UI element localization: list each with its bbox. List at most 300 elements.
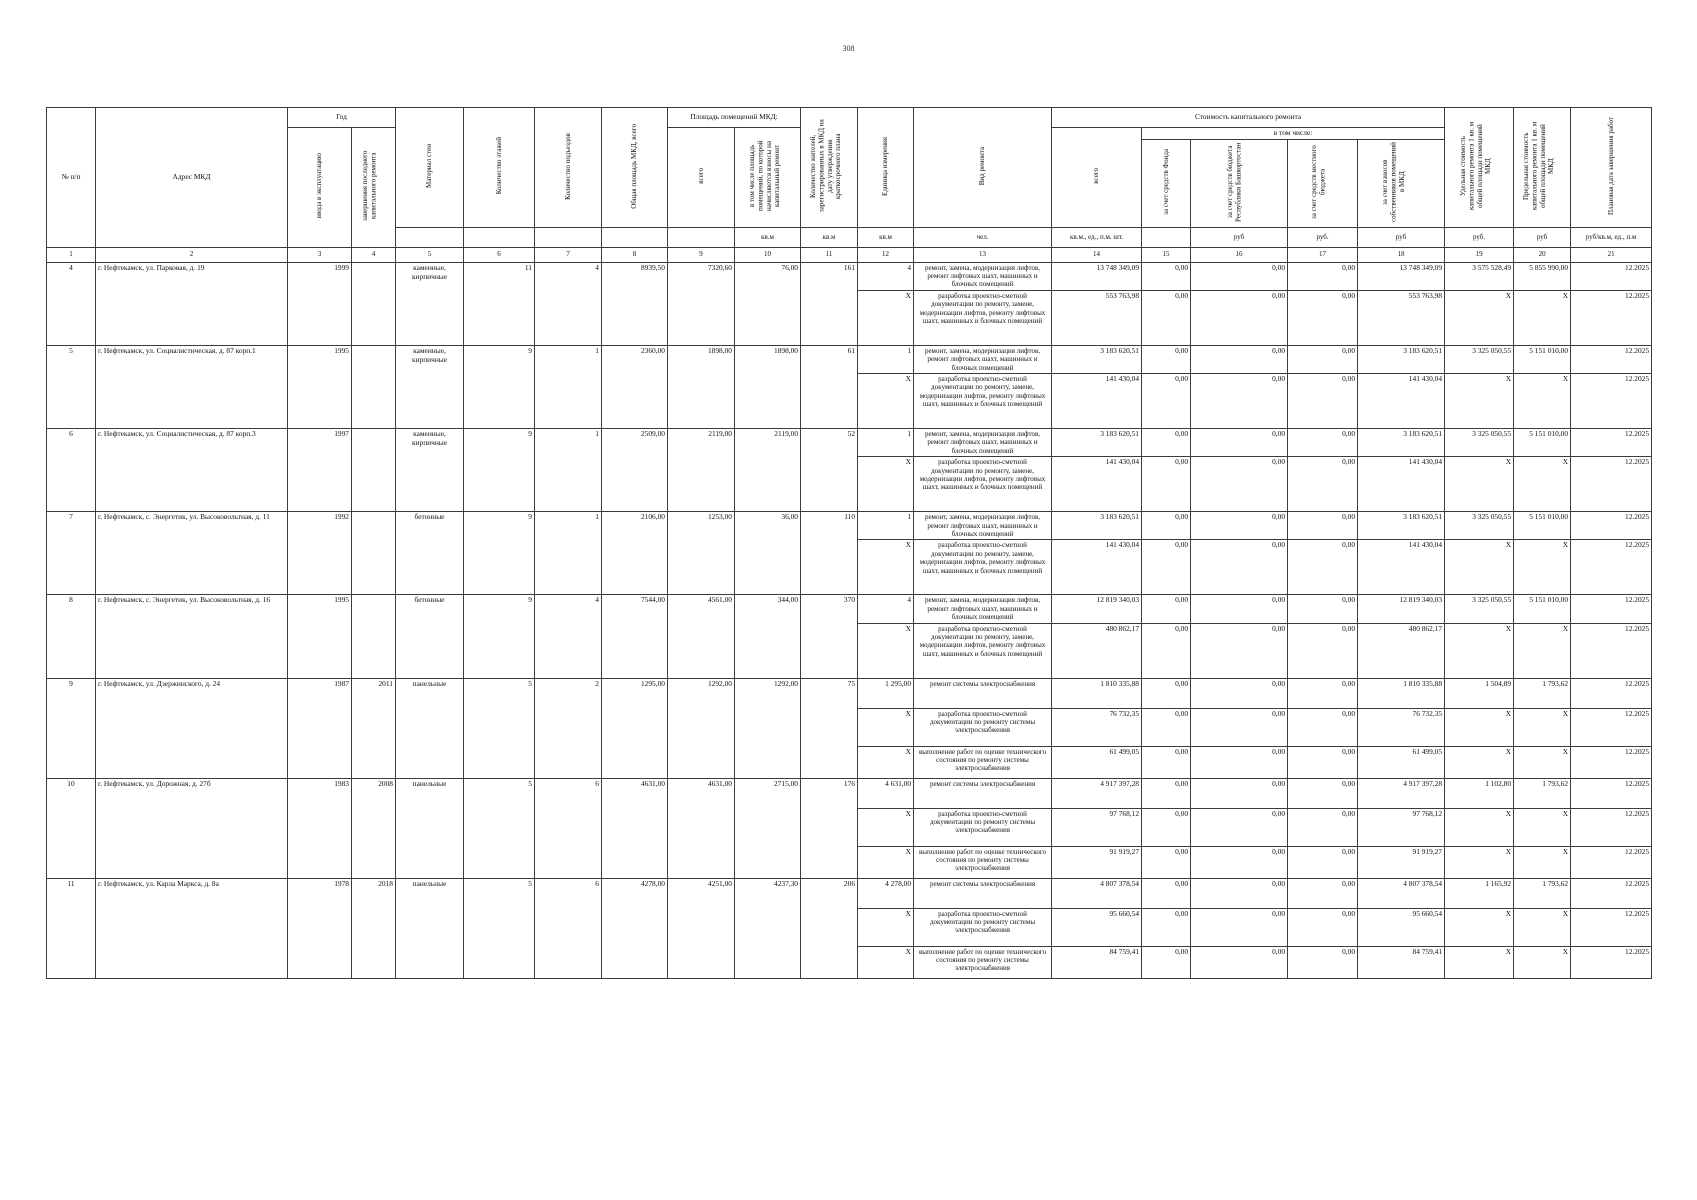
walls-cell: панельные bbox=[396, 778, 464, 878]
cost-total-cell: 1 810 335,88 bbox=[1052, 678, 1142, 708]
unit-cell: X bbox=[858, 623, 914, 678]
work-type-cell: ремонт системы электроснабжения bbox=[914, 778, 1052, 808]
cost-total-cell: 61 499,05 bbox=[1052, 746, 1142, 778]
limit-cost-cell: X bbox=[1514, 290, 1571, 345]
residents-cell: 75 bbox=[801, 678, 858, 778]
cost-owners-cell: 141 430,04 bbox=[1358, 457, 1445, 512]
cost-republic-cell: 0,00 bbox=[1191, 290, 1288, 345]
column-number: 13 bbox=[914, 247, 1052, 262]
cost-total-cell: 95 660,54 bbox=[1052, 908, 1142, 946]
cost-republic-cell: 0,00 bbox=[1191, 778, 1288, 808]
year-repaired-cell bbox=[352, 512, 396, 595]
address-cell: г. Нефтекамск, ул. Дзержинского, д. 24 bbox=[96, 678, 288, 778]
work-type-cell: выполнение работ по оценке технического состояния по ремонту системы электроснабжения bbox=[914, 746, 1052, 778]
header-incl: в том числе: bbox=[1142, 128, 1445, 140]
date-cell: 12.2025 bbox=[1571, 595, 1652, 623]
address-cell: г. Нефтекамск, с. Энергетик, ул. Высоковольтная, д. 16 bbox=[96, 595, 288, 678]
unit-area-all: кв.м bbox=[801, 227, 858, 247]
area-private-cell: 36,00 bbox=[735, 512, 801, 595]
unit-cell: 4 631,00 bbox=[858, 778, 914, 808]
table-row bbox=[47, 262, 1652, 290]
residents-cell: 52 bbox=[801, 429, 858, 512]
walls-cell: панельные bbox=[396, 678, 464, 778]
entrances-cell: 1 bbox=[535, 345, 602, 428]
work-type-cell: разработка проектно-сметной документации по ремонту, замене, модернизации лифтов, ремонту лифтовых шахт, машинных и блочных помещений bbox=[914, 623, 1052, 678]
header-area-private: в том числе площадь помещений, по которой начисляются взносы на капитальный ремонт bbox=[735, 128, 801, 228]
year-built-cell: 1978 bbox=[288, 878, 352, 978]
cost-local-cell: 0,00 bbox=[1288, 846, 1358, 878]
unit-cell: X bbox=[858, 540, 914, 595]
cost-total-cell: 4 807 378,54 bbox=[1052, 878, 1142, 908]
row-number: 5 bbox=[47, 345, 96, 428]
unit-rub-16: руб bbox=[1358, 227, 1445, 247]
limit-cost-cell: 5 855 990,00 bbox=[1514, 262, 1571, 290]
unit-cell: X bbox=[858, 746, 914, 778]
area-all-cell: 1292,00 bbox=[668, 678, 735, 778]
limit-cost-cell: 5 151 010,00 bbox=[1514, 512, 1571, 540]
limit-cost-cell: X bbox=[1514, 708, 1571, 746]
limit-cost-cell: X bbox=[1514, 946, 1571, 978]
unit-cell: X bbox=[858, 708, 914, 746]
date-cell: 12.2025 bbox=[1571, 623, 1652, 678]
cost-local-cell: 0,00 bbox=[1288, 808, 1358, 846]
cost-local-cell: 0,00 bbox=[1288, 345, 1358, 373]
column-number: 16 bbox=[1191, 247, 1288, 262]
cost-local-cell: 0,00 bbox=[1288, 623, 1358, 678]
date-cell: 12.2025 bbox=[1571, 808, 1652, 846]
cost-owners-cell: 3 183 620,51 bbox=[1358, 429, 1445, 457]
address-cell: г. Нефтекамск, ул. Социалистическая, д. 87 корп.3 bbox=[96, 429, 288, 512]
cost-republic-cell: 0,00 bbox=[1191, 846, 1288, 878]
work-type-cell: выполнение работ по оценке технического состояния по ремонту системы электроснабжения bbox=[914, 846, 1052, 878]
cost-republic-cell: 0,00 bbox=[1191, 746, 1288, 778]
address-cell: г. Нефтекамск, с. Энергетик, ул. Высоковольтная, д. 11 bbox=[96, 512, 288, 595]
specific-cost-cell: 3 325 050,55 bbox=[1445, 345, 1514, 373]
unit-rub-14: руб bbox=[1191, 227, 1288, 247]
residents-cell: 370 bbox=[801, 595, 858, 678]
specific-cost-cell: 3 325 050,55 bbox=[1445, 429, 1514, 457]
unit-cell: X bbox=[858, 946, 914, 978]
area-all-cell: 1898,00 bbox=[668, 345, 735, 428]
cost-owners-cell: 141 430,04 bbox=[1358, 540, 1445, 595]
unit-cell: X bbox=[858, 374, 914, 429]
specific-cost-cell: X bbox=[1445, 746, 1514, 778]
date-cell: 12.2025 bbox=[1571, 946, 1652, 978]
header-entrances: Количество подъездов bbox=[535, 108, 602, 228]
area-all-cell: 4631,00 bbox=[668, 778, 735, 878]
cost-local-cell: 0,00 bbox=[1288, 878, 1358, 908]
entrances-cell: 2 bbox=[535, 678, 602, 778]
table-row bbox=[47, 429, 1652, 457]
cost-republic-cell: 0,00 bbox=[1191, 540, 1288, 595]
work-type-cell: ремонт, замена, модернизация лифтов, ремонт лифтовых шахт, машинных и блочных помещений bbox=[914, 345, 1052, 373]
cost-fund-cell: 0,00 bbox=[1142, 846, 1191, 878]
cost-fund-cell: 0,00 bbox=[1142, 540, 1191, 595]
cost-local-cell: 0,00 bbox=[1288, 290, 1358, 345]
limit-cost-cell: X bbox=[1514, 374, 1571, 429]
cost-fund-cell: 0,00 bbox=[1142, 708, 1191, 746]
date-cell: 12.2025 bbox=[1571, 429, 1652, 457]
total-area-cell: 4631,00 bbox=[602, 778, 668, 878]
table-row bbox=[47, 778, 1652, 808]
date-cell: 12.2025 bbox=[1571, 540, 1652, 595]
cost-fund-cell: 0,00 bbox=[1142, 262, 1191, 290]
cost-owners-cell: 3 183 620,51 bbox=[1358, 512, 1445, 540]
cost-local-cell: 0,00 bbox=[1288, 374, 1358, 429]
date-cell: 12.2025 bbox=[1571, 512, 1652, 540]
floors-cell: 9 bbox=[464, 595, 535, 678]
row-number: 6 bbox=[47, 429, 96, 512]
unit-cell: X bbox=[858, 290, 914, 345]
column-number: 6 bbox=[464, 247, 535, 262]
date-cell: 12.2025 bbox=[1571, 708, 1652, 746]
specific-cost-cell: X bbox=[1445, 374, 1514, 429]
floors-cell: 5 bbox=[464, 778, 535, 878]
year-repaired-cell bbox=[352, 595, 396, 678]
cost-local-cell: 0,00 bbox=[1288, 678, 1358, 708]
residents-cell: 110 bbox=[801, 512, 858, 595]
cost-republic-cell: 0,00 bbox=[1191, 678, 1288, 708]
date-cell: 12.2025 bbox=[1571, 846, 1652, 878]
floors-cell: 5 bbox=[464, 678, 535, 778]
cost-total-cell: 141 430,04 bbox=[1052, 374, 1142, 429]
walls-cell: панельные bbox=[396, 878, 464, 978]
column-number: 11 bbox=[801, 247, 858, 262]
cost-owners-cell: 61 499,05 bbox=[1358, 746, 1445, 778]
limit-cost-cell: X bbox=[1514, 808, 1571, 846]
cost-owners-cell: 97 768,12 bbox=[1358, 808, 1445, 846]
floors-cell: 11 bbox=[464, 262, 535, 345]
header-republic: за счет средств бюджета Республики Башкортостан bbox=[1191, 139, 1288, 227]
cost-republic-cell: 0,00 bbox=[1191, 262, 1288, 290]
specific-cost-cell: X bbox=[1445, 808, 1514, 846]
year-repaired-cell bbox=[352, 262, 396, 345]
cost-fund-cell: 0,00 bbox=[1142, 374, 1191, 429]
cost-republic-cell: 0,00 bbox=[1191, 345, 1288, 373]
cost-fund-cell: 0,00 bbox=[1142, 746, 1191, 778]
date-cell: 12.2025 bbox=[1571, 457, 1652, 512]
cost-fund-cell: 0,00 bbox=[1142, 512, 1191, 540]
cost-local-cell: 0,00 bbox=[1288, 708, 1358, 746]
row-number: 10 bbox=[47, 778, 96, 878]
cost-owners-cell: 76 732,35 bbox=[1358, 708, 1445, 746]
unit-rub-17: руб. bbox=[1445, 227, 1514, 247]
cost-republic-cell: 0,00 bbox=[1191, 808, 1288, 846]
date-cell: 12.2025 bbox=[1571, 678, 1652, 708]
cost-republic-cell: 0,00 bbox=[1191, 595, 1288, 623]
limit-cost-cell: 5 151 010,00 bbox=[1514, 345, 1571, 373]
unit-cell: 4 278,00 bbox=[858, 878, 914, 908]
cost-owners-cell: 553 763,98 bbox=[1358, 290, 1445, 345]
area-private-cell: 1898,00 bbox=[735, 345, 801, 428]
work-type-cell: ремонт, замена, модернизация лифтов, ремонт лифтовых шахт, машинных и блочных помещений bbox=[914, 512, 1052, 540]
cost-owners-cell: 84 759,41 bbox=[1358, 946, 1445, 978]
unit-cell: X bbox=[858, 808, 914, 846]
cost-total-cell: 84 759,41 bbox=[1052, 946, 1142, 978]
specific-cost-cell: X bbox=[1445, 290, 1514, 345]
limit-cost-cell: X bbox=[1514, 457, 1571, 512]
row-number: 8 bbox=[47, 595, 96, 678]
specific-cost-cell: X bbox=[1445, 946, 1514, 978]
column-number: 2 bbox=[96, 247, 288, 262]
unit-cell: 4 bbox=[858, 262, 914, 290]
work-type-cell: ремонт системы электроснабжения bbox=[914, 878, 1052, 908]
specific-cost-cell: X bbox=[1445, 623, 1514, 678]
address-cell: г. Нефтекамск, ул. Парковая, д. 19 bbox=[96, 262, 288, 345]
cost-local-cell: 0,00 bbox=[1288, 746, 1358, 778]
cost-republic-cell: 0,00 bbox=[1191, 623, 1288, 678]
row-number: 11 bbox=[47, 878, 96, 978]
unit-cell: X bbox=[858, 846, 914, 878]
header-local: за счет средств местного бюджета bbox=[1288, 139, 1358, 227]
year-built-cell: 1983 bbox=[288, 778, 352, 878]
year-built-cell: 1987 bbox=[288, 678, 352, 778]
cost-republic-cell: 0,00 bbox=[1191, 878, 1288, 908]
header-walls: Материал стен bbox=[396, 108, 464, 228]
cost-total-cell: 4 917 397,28 bbox=[1052, 778, 1142, 808]
header-year-repair: завершения последнего капитального ремонта bbox=[352, 128, 396, 248]
cost-total-cell: 76 732,35 bbox=[1052, 708, 1142, 746]
cost-owners-cell: 4 807 378,54 bbox=[1358, 878, 1445, 908]
area-all-cell: 4561,00 bbox=[668, 595, 735, 678]
header-cost-total: всего bbox=[1052, 128, 1142, 228]
specific-cost-cell: 3 325 050,55 bbox=[1445, 595, 1514, 623]
cost-owners-cell: 12 819 340,03 bbox=[1358, 595, 1445, 623]
page-number: 308 bbox=[842, 44, 855, 53]
limit-cost-cell: X bbox=[1514, 623, 1571, 678]
specific-cost-cell: 3 325 050,55 bbox=[1445, 512, 1514, 540]
table-body bbox=[47, 262, 1652, 978]
cost-total-cell: 12 819 340,03 bbox=[1052, 595, 1142, 623]
address-cell: г. Нефтекамск, ул. Социалистическая, д. 87 корп.1 bbox=[96, 345, 288, 428]
capital-repair-table bbox=[46, 107, 1652, 979]
area-private-cell: 2715,00 bbox=[735, 778, 801, 878]
floors-cell: 9 bbox=[464, 345, 535, 428]
unit-rub-15: руб. bbox=[1288, 227, 1358, 247]
work-type-cell: ремонт системы электроснабжения bbox=[914, 678, 1052, 708]
limit-cost-cell: 1 793,62 bbox=[1514, 778, 1571, 808]
work-type-cell: разработка проектно-сметной документации по ремонту, замене, модернизации лифтов, ремонту лифтовых шахт, машинных и блочных помещений bbox=[914, 457, 1052, 512]
work-type-cell: разработка проектно-сметной документации по ремонту, замене, модернизации лифтов, ремонту лифтовых шахт, машинных и блочных помещений bbox=[914, 290, 1052, 345]
header-address: Адрес МКД bbox=[96, 108, 288, 248]
cost-owners-cell: 4 917 397,28 bbox=[1358, 778, 1445, 808]
row-number: 9 bbox=[47, 678, 96, 778]
entrances-cell: 6 bbox=[535, 878, 602, 978]
header-specific-cost: Удельная стоимость капитального ремонта 1 кв. м общей площади помещений МКД bbox=[1445, 108, 1514, 228]
cost-fund-cell: 0,00 bbox=[1142, 908, 1191, 946]
cost-total-cell: 141 430,04 bbox=[1052, 457, 1142, 512]
total-area-cell: 2106,00 bbox=[602, 512, 668, 595]
header-floors: Количество этажей bbox=[464, 108, 535, 228]
year-repaired-cell bbox=[352, 345, 396, 428]
header-owners: за счет взносов собственников помещений в МКД bbox=[1358, 139, 1445, 227]
cost-total-cell: 3 183 620,51 bbox=[1052, 429, 1142, 457]
address-cell: г. Нефтекамск, ул. Карла Маркса, д. 8а bbox=[96, 878, 288, 978]
unit-cell: 4 bbox=[858, 595, 914, 623]
column-number: 8 bbox=[602, 247, 668, 262]
year-built-cell: 1997 bbox=[288, 429, 352, 512]
area-all-cell: 2119,00 bbox=[668, 429, 735, 512]
column-number: 10 bbox=[735, 247, 801, 262]
column-number: 1 bbox=[47, 247, 96, 262]
unit-persons: чел. bbox=[914, 227, 1052, 247]
total-area-cell: 7544,00 bbox=[602, 595, 668, 678]
work-type-cell: разработка проектно-сметной документации по ремонту, замене, модернизации лифтов, ремонту лифтовых шахт, машинных и блочных помещений bbox=[914, 540, 1052, 595]
residents-cell: 161 bbox=[801, 262, 858, 345]
work-type-cell: разработка проектно-сметной документации по ремонту системы электроснабжения bbox=[914, 908, 1052, 946]
entrances-cell: 4 bbox=[535, 262, 602, 345]
cost-fund-cell: 0,00 bbox=[1142, 345, 1191, 373]
cost-total-cell: 91 919,27 bbox=[1052, 846, 1142, 878]
year-repaired-cell: 2011 bbox=[352, 678, 396, 778]
cost-republic-cell: 0,00 bbox=[1191, 457, 1288, 512]
work-type-cell: ремонт, замена, модернизация лифтов, ремонт лифтовых шахт, машинных и блочных помещений bbox=[914, 429, 1052, 457]
cost-republic-cell: 0,00 bbox=[1191, 708, 1288, 746]
column-number: 21 bbox=[1571, 247, 1652, 262]
table-row bbox=[47, 595, 1652, 623]
area-all-cell: 1253,00 bbox=[668, 512, 735, 595]
cost-owners-cell: 1 810 335,88 bbox=[1358, 678, 1445, 708]
cost-fund-cell: 0,00 bbox=[1142, 878, 1191, 908]
date-cell: 12.2025 bbox=[1571, 374, 1652, 429]
residents-cell: 176 bbox=[801, 778, 858, 878]
entrances-cell: 1 bbox=[535, 512, 602, 595]
column-number: 9 bbox=[668, 247, 735, 262]
row-number: 7 bbox=[47, 512, 96, 595]
cost-republic-cell: 0,00 bbox=[1191, 374, 1288, 429]
cost-fund-cell: 0,00 bbox=[1142, 595, 1191, 623]
unit-area-private: кв.м bbox=[858, 227, 914, 247]
cost-total-cell: 141 430,04 bbox=[1052, 540, 1142, 595]
header-work-type: Вид ремонта bbox=[914, 108, 1052, 228]
specific-cost-cell: X bbox=[1445, 540, 1514, 595]
column-number: 18 bbox=[1358, 247, 1445, 262]
cost-fund-cell: 0,00 bbox=[1142, 429, 1191, 457]
cost-local-cell: 0,00 bbox=[1288, 262, 1358, 290]
work-type-cell: ремонт, замена, модернизация лифтов, ремонт лифтовых шахт, машинных и блочных помещений bbox=[914, 595, 1052, 623]
year-built-cell: 1992 bbox=[288, 512, 352, 595]
cost-republic-cell: 0,00 bbox=[1191, 512, 1288, 540]
column-number: 15 bbox=[1142, 247, 1191, 262]
work-type-cell: разработка проектно-сметной документации по ремонту, замене, модернизации лифтов, ремонту лифтовых шахт, машинных и блочных помещений bbox=[914, 374, 1052, 429]
header-total-area: Общая площадь МКД, всего bbox=[602, 108, 668, 228]
cost-owners-cell: 3 183 620,51 bbox=[1358, 345, 1445, 373]
address-cell: г. Нефтекамск, ул. Дорожная, д. 27б bbox=[96, 778, 288, 878]
cost-local-cell: 0,00 bbox=[1288, 540, 1358, 595]
limit-cost-cell: X bbox=[1514, 908, 1571, 946]
walls-cell: каменные, кирпичные bbox=[396, 429, 464, 512]
column-number: 20 bbox=[1514, 247, 1571, 262]
work-type-cell: ремонт, замена, модернизация лифтов, ремонт лифтовых шахт, машинных и блочных помещений bbox=[914, 262, 1052, 290]
unit-cell: X bbox=[858, 908, 914, 946]
area-private-cell: 1292,00 bbox=[735, 678, 801, 778]
unit-cell: X bbox=[858, 457, 914, 512]
total-area-cell: 4278,00 bbox=[602, 878, 668, 978]
work-type-cell: разработка проектно-сметной документации по ремонту системы электроснабжения bbox=[914, 708, 1052, 746]
header-area-group: Площадь помещений МКД: bbox=[668, 108, 801, 128]
specific-cost-cell: 3 575 528,49 bbox=[1445, 262, 1514, 290]
specific-cost-cell: X bbox=[1445, 457, 1514, 512]
total-area-cell: 8939,50 bbox=[602, 262, 668, 345]
floors-cell: 9 bbox=[464, 429, 535, 512]
specific-cost-cell: 1 165,92 bbox=[1445, 878, 1514, 908]
cost-local-cell: 0,00 bbox=[1288, 778, 1358, 808]
cost-local-cell: 0,00 bbox=[1288, 457, 1358, 512]
area-private-cell: 344,00 bbox=[735, 595, 801, 678]
column-number: 12 bbox=[858, 247, 914, 262]
cost-total-cell: 3 183 620,51 bbox=[1052, 512, 1142, 540]
area-all-cell: 4251,00 bbox=[668, 878, 735, 978]
specific-cost-cell: X bbox=[1445, 708, 1514, 746]
residents-cell: 61 bbox=[801, 345, 858, 428]
date-cell: 12.2025 bbox=[1571, 262, 1652, 290]
cost-owners-cell: 91 919,27 bbox=[1358, 846, 1445, 878]
date-cell: 12.2025 bbox=[1571, 746, 1652, 778]
limit-cost-cell: 5 151 010,00 bbox=[1514, 429, 1571, 457]
year-built-cell: 1999 bbox=[288, 262, 352, 345]
entrances-cell: 6 bbox=[535, 778, 602, 878]
date-cell: 12.2025 bbox=[1571, 290, 1652, 345]
year-repaired-cell: 2018 bbox=[352, 878, 396, 978]
row-number: 4 bbox=[47, 262, 96, 345]
column-number: 14 bbox=[1052, 247, 1142, 262]
unit-cell: 1 bbox=[858, 345, 914, 373]
year-built-cell: 1995 bbox=[288, 595, 352, 678]
date-cell: 12.2025 bbox=[1571, 345, 1652, 373]
header-residents: Количество жителей, зарегистрированных в МКД на дату утверждения краткосрочного плана bbox=[801, 108, 858, 228]
column-number: 3 bbox=[288, 247, 352, 262]
column-numbers-row bbox=[47, 247, 1652, 262]
cost-total-cell: 3 183 620,51 bbox=[1052, 345, 1142, 373]
cost-republic-cell: 0,00 bbox=[1191, 908, 1288, 946]
total-area-cell: 1295,00 bbox=[602, 678, 668, 778]
specific-cost-cell: 1 102,80 bbox=[1445, 778, 1514, 808]
cost-local-cell: 0,00 bbox=[1288, 512, 1358, 540]
header-year-built: ввода в эксплуатацию bbox=[288, 128, 352, 248]
limit-cost-cell: 1 793,62 bbox=[1514, 878, 1571, 908]
header-fund: за счет средств Фонда bbox=[1142, 139, 1191, 227]
unit-cell: 1 295,00 bbox=[858, 678, 914, 708]
cost-fund-cell: 0,00 bbox=[1142, 946, 1191, 978]
limit-cost-cell: X bbox=[1514, 846, 1571, 878]
work-type-cell: выполнение работ по оценке технического состояния по ремонту системы электроснабжения bbox=[914, 946, 1052, 978]
table-row bbox=[47, 878, 1652, 908]
header-cost-group: Стоимость капитального ремонта bbox=[1052, 108, 1445, 128]
year-repaired-cell: 2008 bbox=[352, 778, 396, 878]
cost-local-cell: 0,00 bbox=[1288, 908, 1358, 946]
date-cell: 12.2025 bbox=[1571, 878, 1652, 908]
cost-fund-cell: 0,00 bbox=[1142, 678, 1191, 708]
residents-cell: 206 bbox=[801, 878, 858, 978]
total-area-cell: 2360,00 bbox=[602, 345, 668, 428]
column-number: 19 bbox=[1445, 247, 1514, 262]
cost-owners-cell: 480 862,17 bbox=[1358, 623, 1445, 678]
cost-republic-cell: 0,00 bbox=[1191, 429, 1288, 457]
column-number: 5 bbox=[396, 247, 464, 262]
cost-total-cell: 553 763,98 bbox=[1052, 290, 1142, 345]
area-private-cell: 4237,30 bbox=[735, 878, 801, 978]
area-all-cell: 7320,60 bbox=[668, 262, 735, 345]
cost-total-cell: 13 748 349,09 bbox=[1052, 262, 1142, 290]
cost-total-cell: 480 862,17 bbox=[1052, 623, 1142, 678]
entrances-cell: 1 bbox=[535, 429, 602, 512]
year-repaired-cell bbox=[352, 429, 396, 512]
floors-cell: 9 bbox=[464, 512, 535, 595]
cost-local-cell: 0,00 bbox=[1288, 429, 1358, 457]
header-no: № п/п bbox=[47, 108, 96, 248]
limit-cost-cell: 1 793,62 bbox=[1514, 678, 1571, 708]
date-cell: 12.2025 bbox=[1571, 778, 1652, 808]
